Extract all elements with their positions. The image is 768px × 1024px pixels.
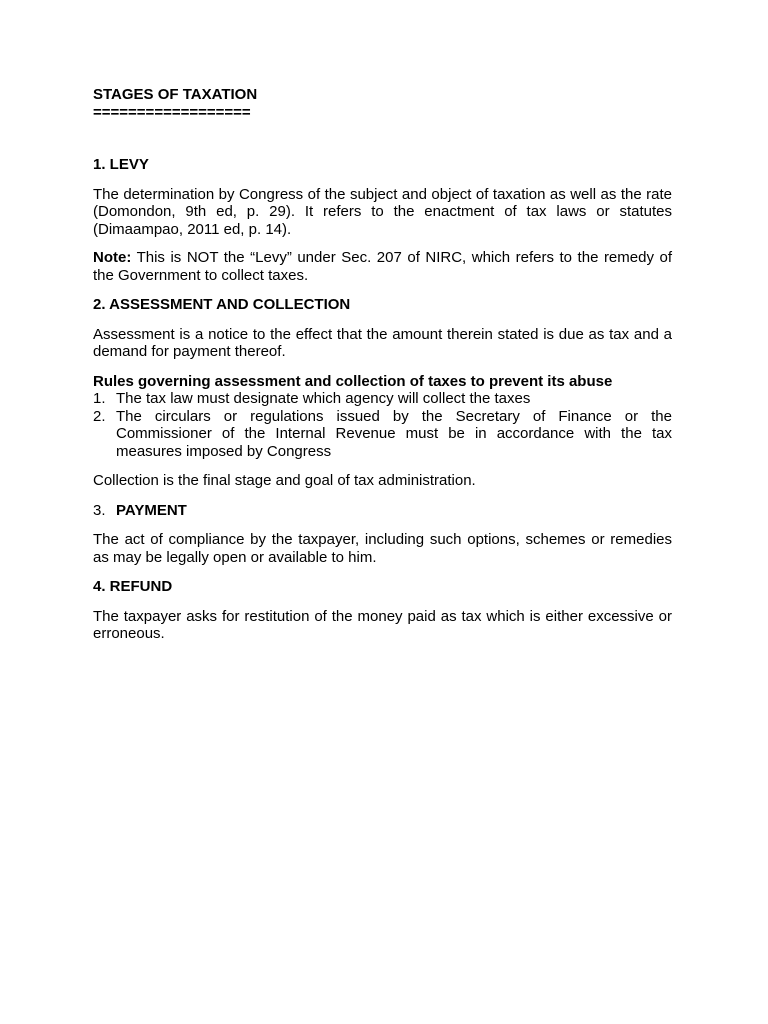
refund-heading: 4. REFUND	[93, 578, 173, 595]
title-rule: ==================	[93, 103, 251, 121]
note-text: This is NOT the “Levy” under Sec. 207 of NIRC, which refers to the remedy of the Government to collect taxes.	[93, 249, 672, 284]
list-item-number: 1.	[93, 390, 106, 407]
note-label: Note:	[93, 249, 132, 266]
rules-list	[93, 390, 672, 460]
assessment-paragraph: Assessment is a notice to the effect that the amount therein stated is due as tax and a demand for payment thereof.	[93, 325, 672, 360]
payment-number: 3.	[93, 501, 106, 519]
collection-paragraph: Collection is the final stage and goal of tax administration.	[93, 472, 476, 489]
levy-note	[93, 249, 672, 284]
list-item	[93, 390, 672, 408]
list-item-text: The tax law must designate which agency will collect the taxes	[116, 390, 531, 407]
list-item-text: The circulars or regulations issued by the Secretary of Finance or the Commissioner of the Internal Revenue must be in accordance with the tax measures imposed by Congress	[116, 407, 672, 460]
list-item-number: 2.	[93, 407, 106, 425]
rules-heading: Rules governing assessment and collection of taxes to prevent its abuse	[93, 372, 613, 390]
levy-heading: 1. LEVY	[93, 156, 149, 173]
list-item	[93, 408, 672, 461]
payment-heading	[93, 502, 672, 520]
levy-paragraph: The determination by Congress of the subject and object of taxation as well as the rate (Domondon, 9th ed, p. 29). It refers to the enactment of tax laws or statutes (Dimaampao, 2011 ed, p. 14).	[93, 185, 672, 238]
document-body	[93, 86, 672, 654]
payment-heading-label: PAYMENT	[116, 501, 187, 519]
payment-paragraph: The act of compliance by the taxpayer, including such options, schemes or remedies as may be legally open or available to him.	[93, 531, 672, 566]
refund-paragraph: The taxpayer asks for restitution of the money paid as tax which is either excessive or erroneous.	[93, 607, 672, 642]
page-title: STAGES OF TAXATION	[93, 86, 258, 103]
assessment-heading: 2. ASSESSMENT AND COLLECTION	[93, 296, 351, 313]
